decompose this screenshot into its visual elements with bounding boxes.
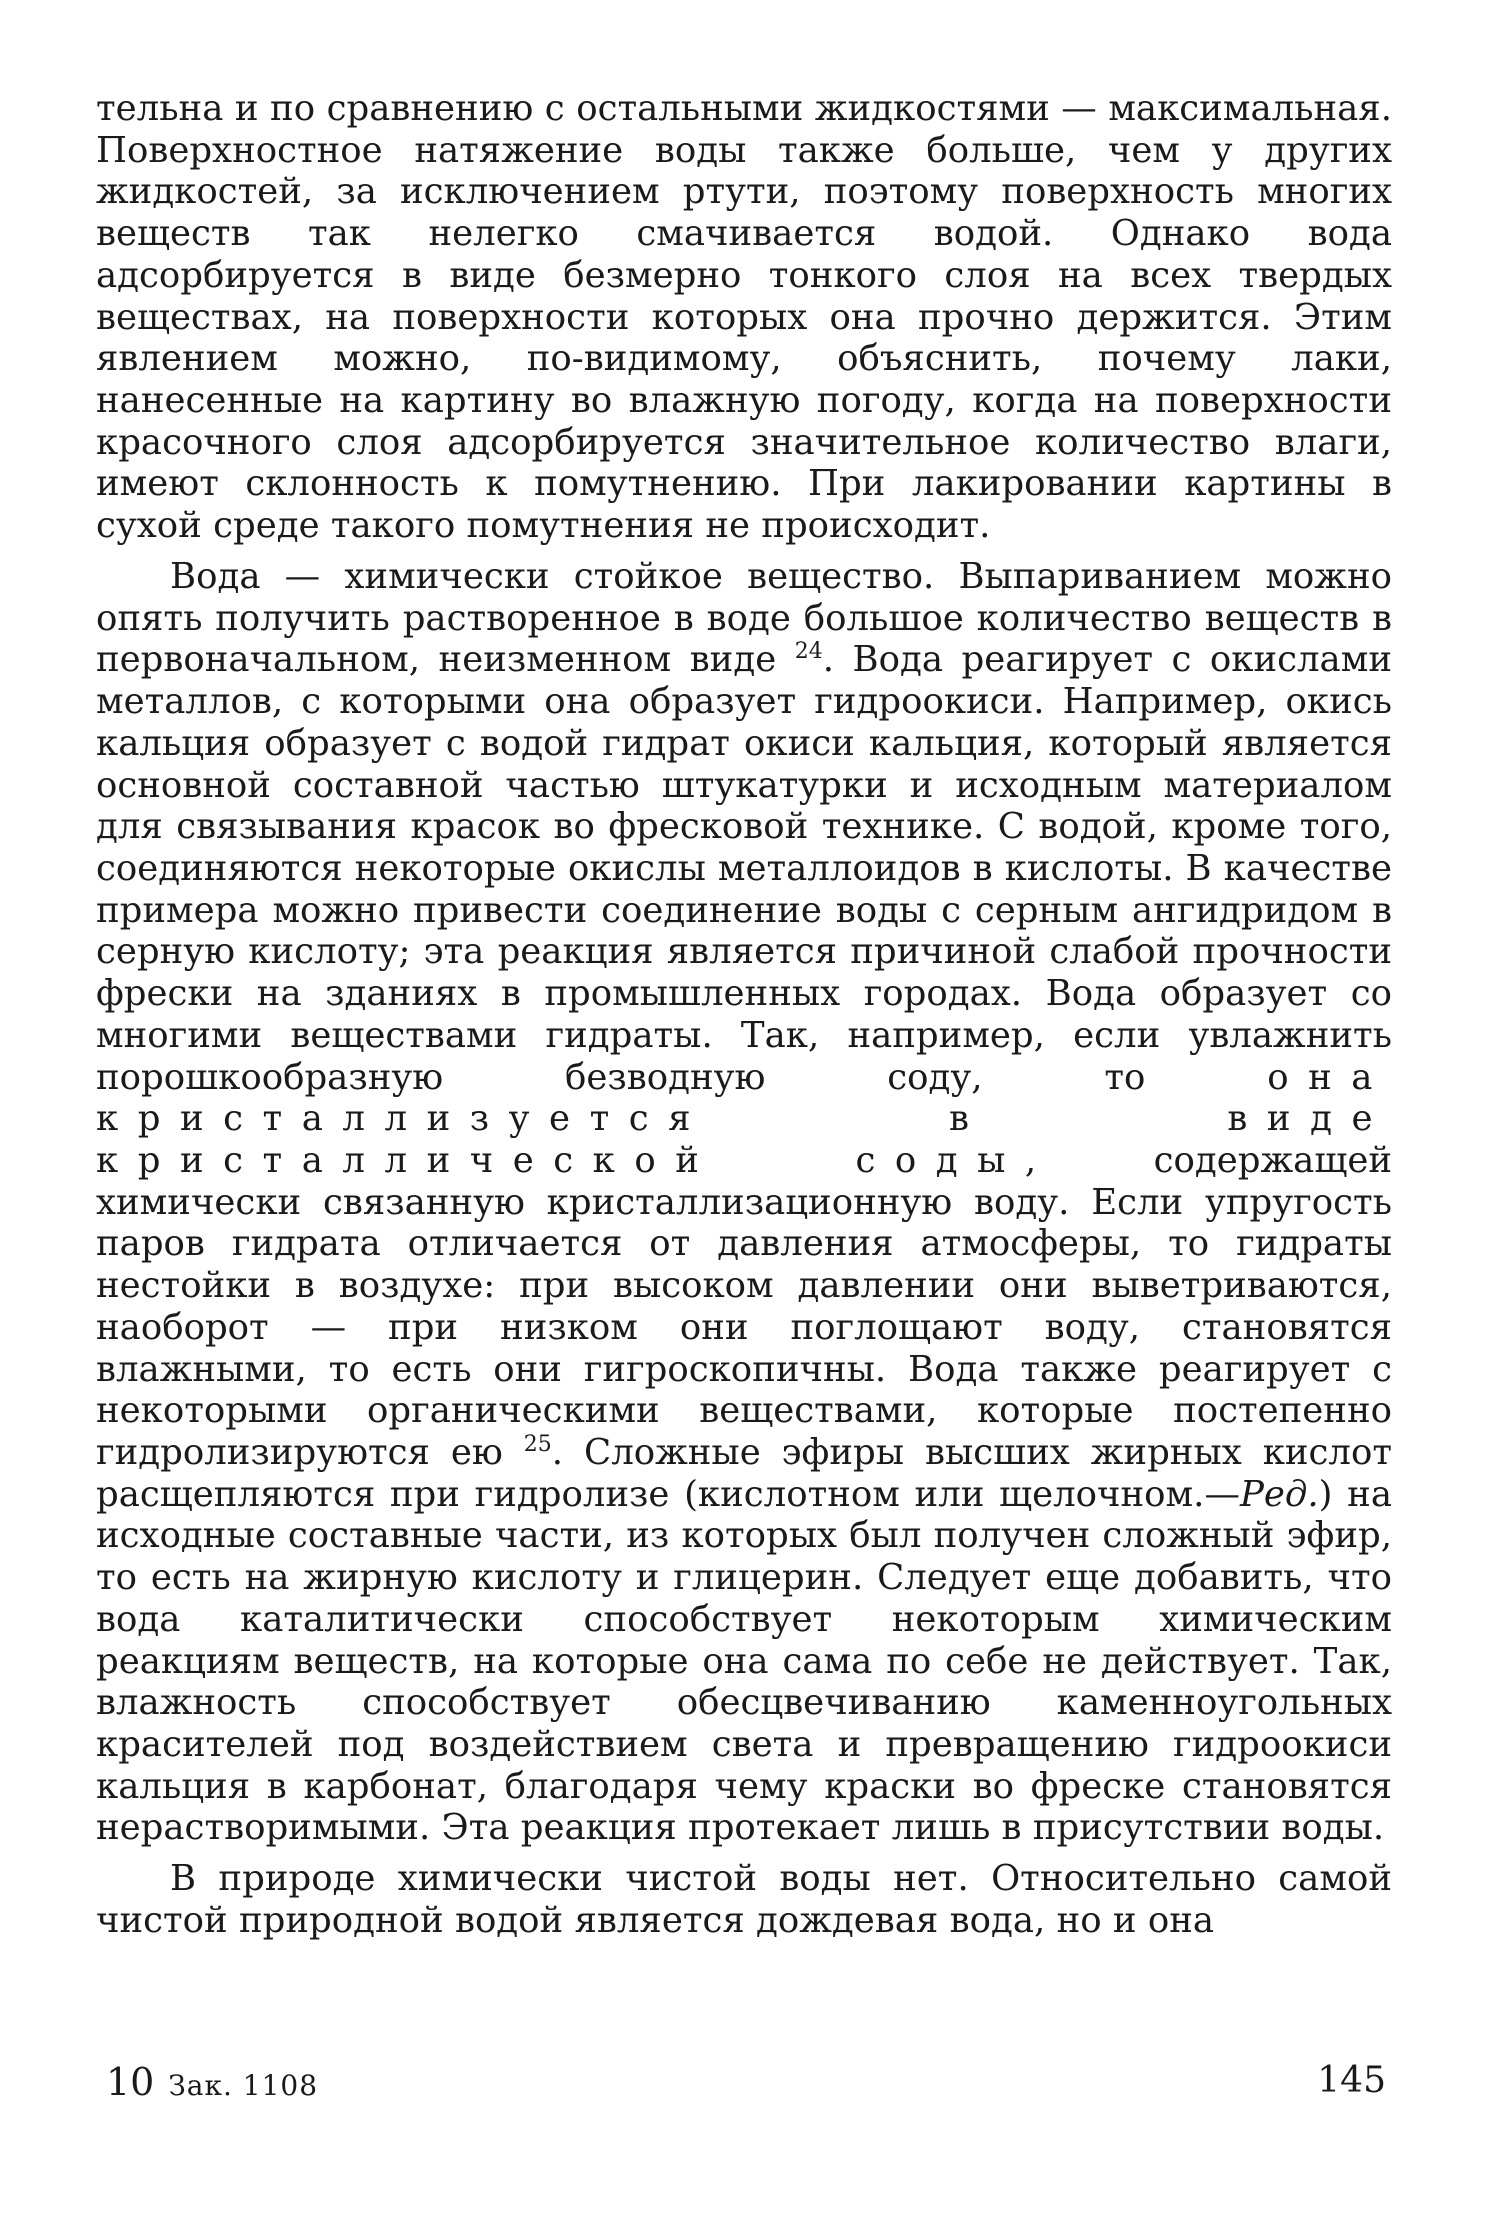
text-segment: ) на исходные составные части, из которых был получен сложный эфир, то есть на жирную кислоту и глицерин. Следует еще добавить, что вода каталитически способствует некоторым химическим реакциям веществ, на которые она сама по себе не действует. Так, влажность способствует обесцвечиванию каменноугольных красителей под воздействием света и превращению гидроокиси кальция в карбонат, благодаря чему краски во фреске становятся нерастворимыми. Эта реакция протекает лишь в присутствии воды. — [96, 1473, 1392, 1849]
page-number: 145 — [1317, 2060, 1386, 2101]
text-segment: В природе химически чистой воды нет. Относительно самой чистой природной водой является дождевая вода, но и она — [96, 1858, 1392, 1941]
paragraph-p2 — [96, 556, 1392, 1849]
text-segment: . Сложные эфиры высших жирных кислот расщепляются при гидролизе (кислотном или щелочном.— — [96, 1432, 1393, 1515]
footnote-ref: 25 — [523, 1432, 552, 1458]
body-text — [96, 88, 1392, 1951]
text-segment: Вода — химически стойкое вещество. Выпариванием можно опять получить растворенное в воде большое количество веществ в первоначальном, неизменном виде — [96, 555, 1392, 681]
printer-signature — [106, 2060, 318, 2104]
order-number: Зак. 1108 — [168, 2069, 319, 2102]
paragraph-p3 — [96, 1858, 1392, 1941]
page-footer — [96, 2060, 1392, 2110]
paragraph-p1 — [96, 88, 1392, 547]
signature-number: 10 — [106, 2060, 155, 2104]
text-segment: тельна и по сравнению с остальными жидкостями — максимальная. Поверхностное натяжение воды также больше, чем у других жидкостей, за исключением ртути, поэтому поверхность многих веществ так нелегко смачивается водой. Однако вода адсорбируется в виде безмерно тонкого слоя на всех твердых веществах, на поверхности которых она прочно держится. Этим явлением можно, по-видимому, объяснить, почему лаки, нанесенные на картину во влажную погоду, когда на поверхности красочного слоя адсорбируется значительное количество влаги, имеют склонность к помутнению. При лакировании картины в сухой среде такого помутнения не происходит. — [96, 88, 1392, 547]
text-segment: , содержащей химически связанную кристаллизационную воду. Если упругость паров гидрата отличается от давления атмосферы, то гидраты нестойки в воздухе: при высоком давлении они выветриваются, наоборот — при низком они поглощают воду, становятся влажными, то есть они гигроскопичны. Вода также реагирует с некоторыми органическими веществами, которые постепенно гидролизируются ею — [96, 1139, 1392, 1473]
spaced-emphasis: она кристаллизуется в виде кристаллической соды — [96, 1056, 1392, 1181]
footnote-ref: 24 — [794, 639, 823, 665]
editor-note: Ред. — [1239, 1473, 1319, 1515]
text-segment: . Вода реагирует с окислами металлов, с которыми она образует гидроокиси. Например, окись кальция образует с водой гидрат окиси кальция, который является основной составной частью штукатурки и исходным материалом для связывания красок во фресковой технике. С водой, кроме того, соединяются некоторые окислы металлоидов в кислоты. В качестве примера можно привести соединение воды с серным ангидридом в серную кислоту; эта реакция является причиной слабой прочности фрески на зданиях в промышленных городах. Вода образует со многими веществами гидраты. Так, например, если увлажнить порошкообразную безводную соду, то — [96, 639, 1392, 1098]
